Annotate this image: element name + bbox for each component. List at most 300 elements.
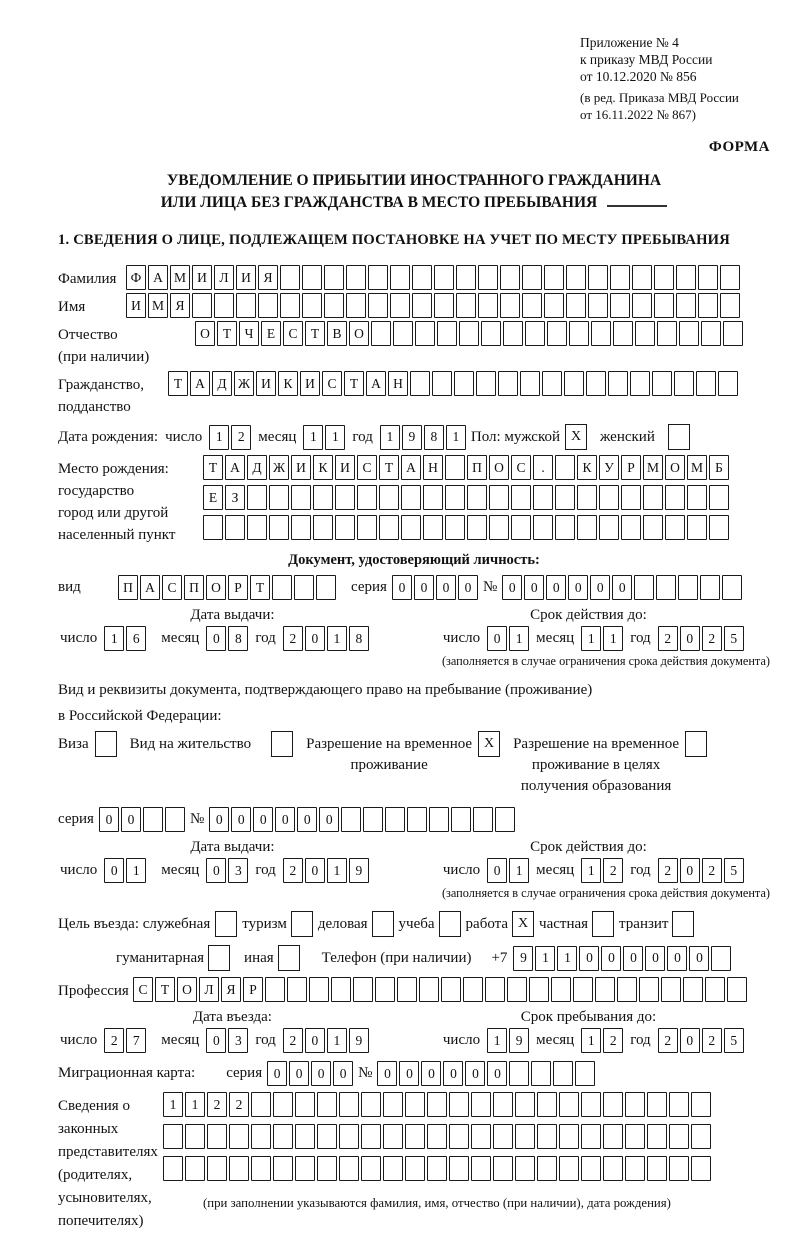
char-box[interactable] (515, 1124, 535, 1149)
char-box[interactable] (316, 575, 336, 600)
char-box[interactable] (709, 485, 729, 510)
char-box[interactable] (368, 265, 388, 290)
char-box[interactable] (229, 1124, 249, 1149)
char-box[interactable] (459, 321, 479, 346)
char-box[interactable] (643, 485, 663, 510)
char-box[interactable]: Н (388, 371, 408, 396)
char-box[interactable]: 0 (667, 946, 687, 971)
char-box[interactable] (434, 265, 454, 290)
char-box[interactable] (489, 515, 509, 540)
char-box[interactable] (185, 1156, 205, 1181)
char-box[interactable]: И (335, 455, 355, 480)
char-box[interactable] (632, 293, 652, 318)
char-box[interactable] (674, 371, 694, 396)
char-box[interactable]: 1 (509, 626, 529, 651)
char-box[interactable] (412, 293, 432, 318)
char-box[interactable] (192, 293, 212, 318)
char-box[interactable] (700, 575, 720, 600)
char-box[interactable] (573, 977, 593, 1002)
char-box[interactable] (634, 575, 654, 600)
char-box[interactable]: Н (423, 455, 443, 480)
char-box[interactable] (313, 515, 333, 540)
char-box[interactable] (529, 977, 549, 1002)
char-box[interactable]: 1 (163, 1092, 183, 1117)
char-box[interactable] (280, 293, 300, 318)
char-box[interactable] (163, 1156, 183, 1181)
char-box[interactable]: 2 (229, 1092, 249, 1117)
char-box[interactable] (251, 1124, 271, 1149)
char-box[interactable] (643, 515, 663, 540)
char-box[interactable] (654, 265, 674, 290)
char-box[interactable] (625, 1156, 645, 1181)
char-box[interactable] (559, 1124, 579, 1149)
char-box[interactable]: О (206, 575, 226, 600)
char-box[interactable] (353, 977, 373, 1002)
char-box[interactable] (630, 371, 650, 396)
char-box[interactable] (302, 293, 322, 318)
char-box[interactable] (324, 293, 344, 318)
char-box[interactable] (493, 1124, 513, 1149)
char-box[interactable] (339, 1124, 359, 1149)
char-box[interactable] (555, 455, 575, 480)
char-box[interactable] (379, 515, 399, 540)
char-box[interactable]: 0 (623, 946, 643, 971)
char-box[interactable]: Ж (269, 455, 289, 480)
char-box[interactable]: Т (203, 455, 223, 480)
char-box[interactable] (317, 1124, 337, 1149)
char-box[interactable] (665, 485, 685, 510)
char-box[interactable] (581, 1156, 601, 1181)
char-box[interactable] (476, 371, 496, 396)
char-box[interactable] (621, 485, 641, 510)
char-box[interactable]: 9 (509, 1028, 529, 1053)
char-box[interactable] (481, 321, 501, 346)
char-box[interactable] (203, 515, 223, 540)
char-box[interactable] (273, 1124, 293, 1149)
char-box[interactable]: Т (305, 321, 325, 346)
char-box[interactable] (361, 1156, 381, 1181)
char-box[interactable] (331, 977, 351, 1002)
char-box[interactable] (335, 515, 355, 540)
char-box[interactable]: 1 (327, 626, 347, 651)
char-box[interactable]: 0 (458, 575, 478, 600)
char-box[interactable] (555, 515, 575, 540)
char-box[interactable] (603, 1124, 623, 1149)
char-box[interactable] (608, 371, 628, 396)
char-box[interactable]: 0 (680, 1028, 700, 1053)
char-box[interactable] (617, 977, 637, 1002)
char-box[interactable]: 0 (524, 575, 544, 600)
char-box[interactable] (412, 265, 432, 290)
char-box[interactable]: 1 (509, 858, 529, 883)
char-box[interactable]: 2 (658, 1028, 678, 1053)
char-box[interactable] (419, 977, 439, 1002)
char-box[interactable] (471, 1156, 491, 1181)
char-box[interactable] (445, 485, 465, 510)
char-box[interactable]: 0 (206, 1028, 226, 1053)
purpose-other-checkbox[interactable] (278, 945, 300, 971)
char-box[interactable] (547, 321, 567, 346)
char-box[interactable] (451, 807, 471, 832)
char-box[interactable]: 0 (206, 626, 226, 651)
char-box[interactable]: С (322, 371, 342, 396)
char-box[interactable]: А (140, 575, 160, 600)
char-box[interactable] (559, 1156, 579, 1181)
char-box[interactable] (647, 1092, 667, 1117)
char-box[interactable] (247, 515, 267, 540)
char-box[interactable]: Д (247, 455, 267, 480)
char-box[interactable] (207, 1124, 227, 1149)
char-box[interactable] (361, 1092, 381, 1117)
char-box[interactable] (613, 321, 633, 346)
char-box[interactable]: Р (621, 455, 641, 480)
char-box[interactable] (478, 293, 498, 318)
purpose-work-checkbox[interactable]: X (512, 911, 534, 937)
char-box[interactable]: 1 (325, 425, 345, 450)
char-box[interactable] (346, 265, 366, 290)
char-box[interactable] (423, 515, 443, 540)
char-box[interactable] (317, 1092, 337, 1117)
char-box[interactable] (595, 977, 615, 1002)
char-box[interactable]: И (236, 265, 256, 290)
char-box[interactable] (456, 293, 476, 318)
char-box[interactable] (410, 371, 430, 396)
char-box[interactable]: И (126, 293, 146, 318)
char-box[interactable] (500, 265, 520, 290)
char-box[interactable]: 6 (126, 626, 146, 651)
char-box[interactable] (423, 485, 443, 510)
char-box[interactable] (401, 515, 421, 540)
char-box[interactable]: 2 (702, 626, 722, 651)
char-box[interactable] (657, 321, 677, 346)
char-box[interactable]: 2 (283, 858, 303, 883)
char-box[interactable] (498, 371, 518, 396)
char-box[interactable]: Т (250, 575, 270, 600)
char-box[interactable]: 0 (612, 575, 632, 600)
char-box[interactable] (273, 1092, 293, 1117)
char-box[interactable]: 2 (603, 1028, 623, 1053)
char-box[interactable] (503, 321, 523, 346)
char-box[interactable]: А (148, 265, 168, 290)
char-box[interactable] (581, 1124, 601, 1149)
char-box[interactable] (385, 807, 405, 832)
char-box[interactable] (390, 293, 410, 318)
char-box[interactable]: 0 (689, 946, 709, 971)
char-box[interactable] (537, 1092, 557, 1117)
char-box[interactable]: 2 (702, 858, 722, 883)
char-box[interactable] (515, 1092, 535, 1117)
char-box[interactable] (509, 1061, 529, 1086)
char-box[interactable]: 7 (126, 1028, 146, 1053)
char-box[interactable] (383, 1092, 403, 1117)
char-box[interactable] (471, 1124, 491, 1149)
purpose-humanitarian-checkbox[interactable] (208, 945, 230, 971)
char-box[interactable] (429, 807, 449, 832)
char-box[interactable] (449, 1156, 469, 1181)
purpose-study-checkbox[interactable] (439, 911, 461, 937)
char-box[interactable] (709, 515, 729, 540)
char-box[interactable] (588, 293, 608, 318)
char-box[interactable] (577, 485, 597, 510)
char-box[interactable] (375, 977, 395, 1002)
char-box[interactable]: 0 (319, 807, 339, 832)
char-box[interactable]: О (195, 321, 215, 346)
char-box[interactable]: Д (212, 371, 232, 396)
char-box[interactable]: 5 (724, 858, 744, 883)
char-box[interactable] (551, 977, 571, 1002)
char-box[interactable] (720, 265, 740, 290)
char-box[interactable] (720, 293, 740, 318)
char-box[interactable] (691, 1124, 711, 1149)
char-box[interactable]: 3 (228, 858, 248, 883)
char-box[interactable] (669, 1092, 689, 1117)
char-box[interactable] (346, 293, 366, 318)
char-box[interactable] (647, 1124, 667, 1149)
char-box[interactable] (696, 371, 716, 396)
char-box[interactable]: 2 (658, 858, 678, 883)
char-box[interactable] (564, 371, 584, 396)
char-box[interactable] (489, 485, 509, 510)
char-box[interactable]: 0 (546, 575, 566, 600)
char-box[interactable] (723, 321, 743, 346)
char-box[interactable]: Т (155, 977, 175, 1002)
char-box[interactable]: О (177, 977, 197, 1002)
char-box[interactable]: 1 (487, 1028, 507, 1053)
char-box[interactable] (165, 807, 185, 832)
char-box[interactable] (251, 1156, 271, 1181)
char-box[interactable]: 0 (99, 807, 119, 832)
char-box[interactable]: 1 (603, 626, 623, 651)
char-box[interactable]: 1 (104, 626, 124, 651)
char-box[interactable] (432, 371, 452, 396)
char-box[interactable] (678, 575, 698, 600)
char-box[interactable]: 0 (680, 858, 700, 883)
char-box[interactable] (566, 293, 586, 318)
edu-permit-checkbox[interactable] (685, 731, 707, 757)
char-box[interactable] (515, 1156, 535, 1181)
char-box[interactable] (405, 1124, 425, 1149)
char-box[interactable] (722, 575, 742, 600)
char-box[interactable]: Т (217, 321, 237, 346)
char-box[interactable] (258, 293, 278, 318)
char-box[interactable] (383, 1124, 403, 1149)
char-box[interactable] (357, 485, 377, 510)
char-box[interactable]: 0 (436, 575, 456, 600)
char-box[interactable] (500, 293, 520, 318)
char-box[interactable] (525, 321, 545, 346)
char-box[interactable]: 0 (579, 946, 599, 971)
char-box[interactable] (445, 455, 465, 480)
char-box[interactable]: С (283, 321, 303, 346)
char-box[interactable] (676, 265, 696, 290)
char-box[interactable] (625, 1092, 645, 1117)
char-box[interactable]: 2 (207, 1092, 227, 1117)
char-box[interactable]: 1 (581, 626, 601, 651)
char-box[interactable] (273, 1156, 293, 1181)
char-box[interactable]: 0 (121, 807, 141, 832)
char-box[interactable]: 9 (513, 946, 533, 971)
char-box[interactable]: Е (261, 321, 281, 346)
char-box[interactable]: 1 (581, 1028, 601, 1053)
char-box[interactable] (555, 485, 575, 510)
char-box[interactable] (669, 1156, 689, 1181)
char-box[interactable] (599, 485, 619, 510)
char-box[interactable] (647, 1156, 667, 1181)
char-box[interactable] (407, 807, 427, 832)
char-box[interactable]: 1 (126, 858, 146, 883)
char-box[interactable]: 0 (289, 1061, 309, 1086)
char-box[interactable]: М (170, 265, 190, 290)
char-box[interactable]: 1 (185, 1092, 205, 1117)
char-box[interactable]: 0 (104, 858, 124, 883)
char-box[interactable]: 0 (601, 946, 621, 971)
char-box[interactable]: 0 (443, 1061, 463, 1086)
char-box[interactable] (511, 515, 531, 540)
char-box[interactable] (654, 293, 674, 318)
char-box[interactable] (485, 977, 505, 1002)
char-box[interactable] (371, 321, 391, 346)
char-box[interactable] (698, 265, 718, 290)
char-box[interactable]: 5 (724, 1028, 744, 1053)
char-box[interactable] (588, 265, 608, 290)
char-box[interactable] (269, 485, 289, 510)
char-box[interactable]: К (313, 455, 333, 480)
char-box[interactable] (698, 293, 718, 318)
char-box[interactable] (427, 1156, 447, 1181)
char-box[interactable] (553, 1061, 573, 1086)
char-box[interactable]: Я (258, 265, 278, 290)
char-box[interactable] (632, 265, 652, 290)
char-box[interactable] (313, 485, 333, 510)
char-box[interactable]: Ч (239, 321, 259, 346)
char-box[interactable] (287, 977, 307, 1002)
char-box[interactable] (467, 485, 487, 510)
char-box[interactable]: 1 (446, 425, 466, 450)
char-box[interactable]: Т (344, 371, 364, 396)
char-box[interactable]: 0 (590, 575, 610, 600)
char-box[interactable]: 0 (568, 575, 588, 600)
char-box[interactable]: 0 (267, 1061, 287, 1086)
char-box[interactable] (368, 293, 388, 318)
char-box[interactable] (603, 1156, 623, 1181)
char-box[interactable] (586, 371, 606, 396)
char-box[interactable]: 0 (206, 858, 226, 883)
char-box[interactable] (544, 293, 564, 318)
char-box[interactable]: . (533, 455, 553, 480)
char-box[interactable] (236, 293, 256, 318)
char-box[interactable]: И (291, 455, 311, 480)
char-box[interactable] (272, 575, 292, 600)
char-box[interactable] (507, 977, 527, 1002)
char-box[interactable]: Я (221, 977, 241, 1002)
char-box[interactable]: 2 (283, 1028, 303, 1053)
char-box[interactable] (537, 1156, 557, 1181)
char-box[interactable]: С (357, 455, 377, 480)
char-box[interactable] (405, 1092, 425, 1117)
char-box[interactable]: 1 (557, 946, 577, 971)
char-box[interactable]: 2 (603, 858, 623, 883)
char-box[interactable] (520, 371, 540, 396)
purpose-official-checkbox[interactable] (215, 911, 237, 937)
char-box[interactable] (610, 293, 630, 318)
char-box[interactable] (339, 1156, 359, 1181)
char-box[interactable] (575, 1061, 595, 1086)
char-box[interactable] (691, 1156, 711, 1181)
char-box[interactable] (467, 515, 487, 540)
char-box[interactable]: И (256, 371, 276, 396)
char-box[interactable] (661, 977, 681, 1002)
char-box[interactable] (225, 515, 245, 540)
char-box[interactable]: Ф (126, 265, 146, 290)
char-box[interactable] (683, 977, 703, 1002)
char-box[interactable]: 0 (680, 626, 700, 651)
char-box[interactable] (495, 807, 515, 832)
char-box[interactable]: П (467, 455, 487, 480)
char-box[interactable]: 0 (297, 807, 317, 832)
char-box[interactable] (163, 1124, 183, 1149)
char-box[interactable]: 8 (424, 425, 444, 450)
char-box[interactable] (603, 1092, 623, 1117)
char-box[interactable]: 0 (305, 1028, 325, 1053)
char-box[interactable]: Л (199, 977, 219, 1002)
sex-female-checkbox[interactable] (668, 424, 690, 450)
char-box[interactable]: Р (243, 977, 263, 1002)
char-box[interactable] (591, 321, 611, 346)
char-box[interactable]: А (225, 455, 245, 480)
char-box[interactable]: Ж (234, 371, 254, 396)
char-box[interactable]: 1 (581, 858, 601, 883)
char-box[interactable] (280, 265, 300, 290)
char-box[interactable]: 0 (253, 807, 273, 832)
char-box[interactable]: Т (168, 371, 188, 396)
char-box[interactable]: 0 (414, 575, 434, 600)
char-box[interactable] (679, 321, 699, 346)
char-box[interactable]: 0 (305, 626, 325, 651)
char-box[interactable]: 1 (327, 1028, 347, 1053)
char-box[interactable]: О (665, 455, 685, 480)
char-box[interactable] (393, 321, 413, 346)
char-box[interactable] (265, 977, 285, 1002)
char-box[interactable]: Р (228, 575, 248, 600)
char-box[interactable]: 8 (228, 626, 248, 651)
char-box[interactable]: А (366, 371, 386, 396)
char-box[interactable] (705, 977, 725, 1002)
char-box[interactable]: 1 (380, 425, 400, 450)
char-box[interactable]: 0 (305, 858, 325, 883)
char-box[interactable]: 0 (392, 575, 412, 600)
char-box[interactable]: 1 (303, 425, 323, 450)
char-box[interactable] (295, 1092, 315, 1117)
char-box[interactable]: 1 (535, 946, 555, 971)
char-box[interactable]: 1 (327, 858, 347, 883)
char-box[interactable]: П (118, 575, 138, 600)
char-box[interactable]: 0 (377, 1061, 397, 1086)
char-box[interactable] (473, 807, 493, 832)
char-box[interactable] (214, 293, 234, 318)
char-box[interactable] (711, 946, 731, 971)
char-box[interactable]: 0 (502, 575, 522, 600)
char-box[interactable] (599, 515, 619, 540)
char-box[interactable] (247, 485, 267, 510)
char-box[interactable]: 2 (658, 626, 678, 651)
char-box[interactable] (687, 485, 707, 510)
char-box[interactable] (397, 977, 417, 1002)
char-box[interactable] (463, 977, 483, 1002)
char-box[interactable]: К (577, 455, 597, 480)
char-box[interactable] (449, 1124, 469, 1149)
char-box[interactable] (291, 515, 311, 540)
char-box[interactable] (383, 1156, 403, 1181)
